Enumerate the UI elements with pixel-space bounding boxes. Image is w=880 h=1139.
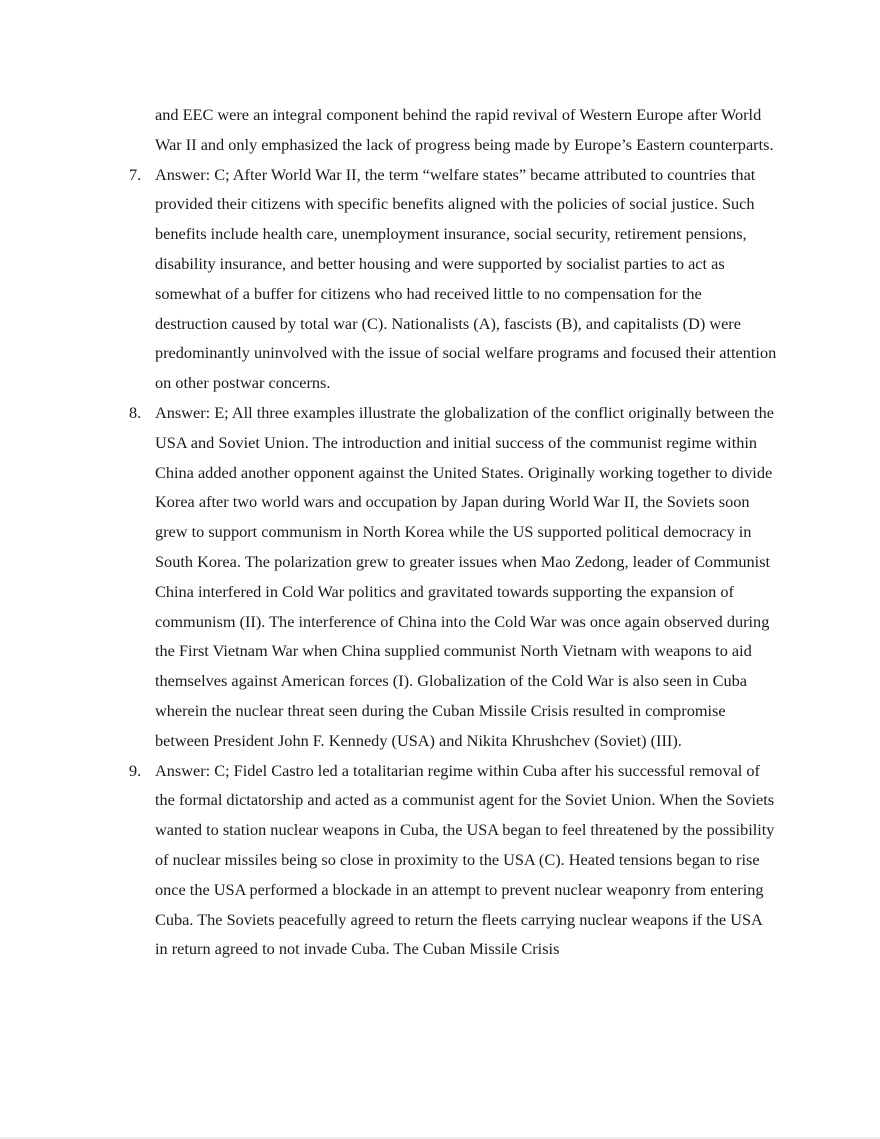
item-text: Answer: C; Fidel Castro led a totalitarian regime within Cuba after his successful removal of the formal dictatorship and acted as a communist agent for the Soviet Union. When the Soviets wanted to station nuclear weapons in Cuba, the USA began to feel threatened by the possibility of nuclear missiles being so close in proximity to the USA (C). Heated tensions began to rise once the USA performed a blockade in an attempt to prevent nuclear weaponry from entering Cuba. The Soviets peacefully agreed to return the fleets carrying nuclear weapons if the USA in return agreed to not invade Cuba. The Cuban Missile Crisis	[155, 760, 775, 959]
item-number: 8.	[129, 402, 142, 422]
item-number: 7.	[129, 164, 142, 184]
answer-item-8	[126, 398, 778, 756]
continuation-paragraph: and EEC were an integral component behind the rapid revival of Western Europe after World War II and only emphasized the lack of progress being made by Europe’s Eastern counterparts.	[155, 105, 774, 154]
item-text: Answer: E; All three examples illustrate the globalization of the conflict originally between the USA and Soviet Union. The introduction and initial success of the communist regime within China added another opponent against the United States. Originally working together to divide Korea after two world wars and occupation by Japan during World War II, the Soviets soon grew to support communism in North Korea while the US supported political democracy in South Korea. The polarization grew to greater issues when Mao Zedong, leader of Communist China interfered in Cold War politics and gravitated towards supporting the expansion of communism (II). The interference of China into the Cold War was once again observed during the First Vietnam War when China supplied communist North Vietnam with weapons to aid themselves against American forces (I). Globalization of the Cold War is also seen in Cuba wherein the nuclear threat seen during the Cuban Missile Crisis resulted in compromise between President John F. Kennedy (USA) and Nikita Khrushchev (Soviet) (III).	[155, 402, 774, 750]
item-number: 9.	[129, 760, 142, 780]
answer-item-9	[126, 756, 778, 965]
item-text: Answer: C; After World War II, the term “welfare states” became attributed to countries that provided their citizens with specific benefits aligned with the policies of social justice. Such benefits include health care, unemployment insurance, social security, retirement pensions, disability insurance, and better housing and were supported by socialist parties to act as somewhat of a buffer for citizens who had received little to no compensation for the destruction caused by total war (C). Nationalists (A), fascists (B), and capitalists (D) were predominantly uninvolved with the issue of social welfare programs and focused their attention on other postwar concerns.	[155, 164, 777, 393]
answer-explanations	[126, 100, 778, 964]
answer-item-7	[126, 160, 778, 398]
